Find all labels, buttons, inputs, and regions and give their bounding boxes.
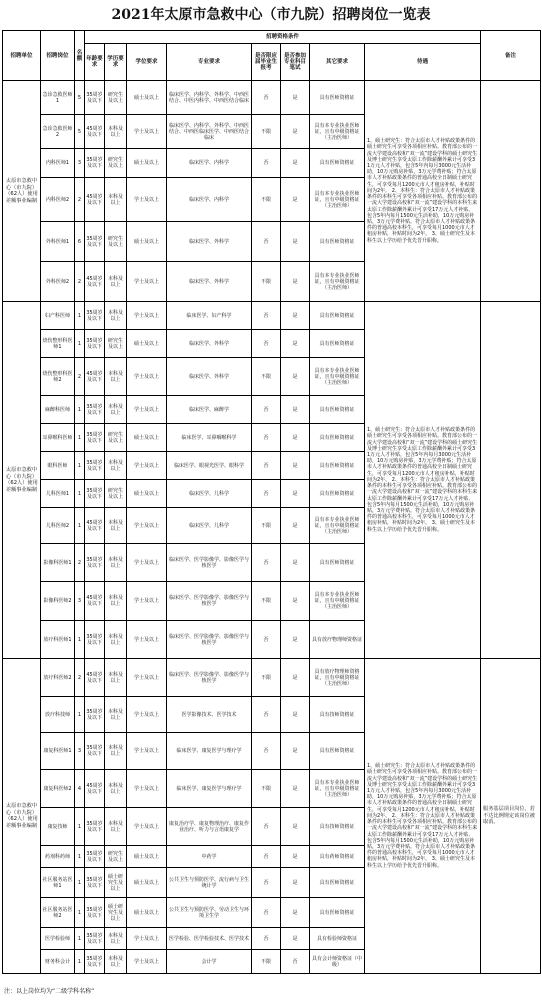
- recruitment-table: [2, 30, 541, 974]
- cell-limit-grad: 不限: [252, 178, 281, 222]
- cell-benefits: 1、硕士研究生：符合太原市人才补贴政策条件的硕士研究生可享受各项相应补贴。教育部公布的一流大学建设高校和“双一流”建设学科的硕士研究生及博士研究生享受太原工作除薪酬外累计可享受31万元人才补贴，包含5年内每月3000元生活补助，10万元购房补贴，3万元学费补贴；符合太原市人才补贴政策条件的普通高校全日制硕士研究生，可享受每月1200元市人才租房补贴，补贴时间为2年。 2、本科生：符合太原市人才补贴政策条件的本科生可享受各项相应补贴。教育部公布的一流大学建设高校和“双一流”建设学科的本科生来太原工作除薪酬外累计可享受17万元人才补贴，包含5年内每月1500元生活补助，10万元购房补贴，3万元学费补贴。符合太原市人才补贴政策条件的普通高校本科生，可享受每月1000元市人才租房补贴，补贴时间为2年。 3、硕士研究生及本科生以上学历给予优先晋升职称。: [365, 81, 481, 302]
- cell-exam: 是: [281, 115, 310, 149]
- cell-count: 1: [75, 424, 85, 452]
- cell-limit-grad: 不限: [252, 770, 281, 808]
- cell-age: 35周岁及以下: [85, 302, 105, 330]
- cell-education: 本科及以上: [105, 733, 127, 770]
- header-post: 招聘岗位: [41, 31, 75, 81]
- cell-degree: 学士及以上: [127, 928, 167, 950]
- cell-other: 具有医师资格证: [310, 396, 365, 424]
- cell-degree: 硕士及以上: [127, 81, 167, 115]
- cell-count: 1: [75, 396, 85, 424]
- cell-education: 研究生及以上: [105, 149, 127, 178]
- cell-benefits: 1、硕士研究生：符合太原市人才补贴政策条件的硕士研究生可享受各项相应补贴。教育部公布的一流大学建设高校和“双一流”建设学科的硕士研究生及博士研究生享受太原工作除薪酬外累计可享受31万元人才补贴，包含5年内每月3000元生活补助，10万元购房补贴，3万元学费补贴；符合太原市人才补贴政策条件的普通高校全日制硕士研究生，可享受每月1200元市人才租房补贴，补贴时间为2年。 2、本科生：符合太原市人才补贴政策条件的本科生可享受各项相应补贴。教育部公布的一流大学建设高校和“双一流”建设学科的本科生来太原工作除薪酬外累计可享受17万元人才补贴，包含5年内每月1500元生活补助，10万元购房补贴，3万元学费补贴。符合太原市人才补贴政策条件的普通高校本科生，可享受每月1000元市人才租房补贴，补贴时间为2年。 3、硕士研究生及本科生以上学历给予优先晋升职称。: [365, 659, 481, 974]
- cell-limit-grad: 不限: [252, 950, 281, 974]
- cell-post: 外科医师1: [41, 222, 75, 262]
- cell-degree: 学士及以上: [127, 621, 167, 659]
- cell-other: 具有医师资格证: [310, 452, 365, 480]
- cell-post: 耳鼻喉科医师: [41, 424, 75, 452]
- cell-education: 本科及以上: [105, 770, 127, 808]
- cell-limit-grad: 否: [252, 808, 281, 846]
- cell-exam: 是: [281, 808, 310, 846]
- cell-exam: 是: [281, 81, 310, 115]
- cell-age: 45周岁及以下: [85, 659, 105, 697]
- cell-other: 具有检验师资格证: [310, 928, 365, 950]
- header-unit: 招聘单位: [3, 31, 41, 81]
- cell-exam: 是: [281, 358, 310, 396]
- cell-exam: 是: [281, 396, 310, 424]
- cell-post: 康复科医师2: [41, 770, 75, 808]
- cell-age: 45周岁及以下: [85, 770, 105, 808]
- cell-count: 1: [75, 697, 85, 733]
- cell-post: 社区服务站医师2: [41, 898, 75, 928]
- cell-exam: 是: [281, 582, 310, 621]
- cell-age: 45周岁及以下: [85, 178, 105, 222]
- cell-education: 硕士研究生及以上: [105, 898, 127, 928]
- cell-age: 35周岁及以下: [85, 424, 105, 452]
- cell-limit-grad: 否: [252, 480, 281, 508]
- cell-degree: 学士及以上: [127, 115, 167, 149]
- cell-exam: 是: [281, 868, 310, 898]
- cell-major: 中药学: [167, 846, 252, 868]
- cell-major: 康复治疗学、康复物理治疗、康复作业治疗、听力与言语康复学: [167, 808, 252, 846]
- table-row: [3, 659, 541, 697]
- cell-limit-grad: 否: [252, 396, 281, 424]
- cell-degree: 硕士及以上: [127, 480, 167, 508]
- cell-limit-grad: 否: [252, 222, 281, 262]
- cell-limit-grad: 否: [252, 733, 281, 770]
- cell-major: 临床医学、外科学: [167, 358, 252, 396]
- cell-exam: 是: [281, 621, 310, 659]
- cell-degree: 硕士及以上: [127, 846, 167, 868]
- cell-benefits: 1、硕士研究生：符合太原市人才补贴政策条件的硕士研究生可享受各项相应补贴。教育部公布的一流大学建设高校和“双一流”建设学科的硕士研究生及博士研究生享受太原工作除薪酬外累计可享受31万元人才补贴，包含5年内每月3000元生活补助，10万元购房补贴，3万元学费补贴；符合太原市人才补贴政策条件的普通高校全日制硕士研究生，可享受每月1200元市人才租房补贴，补贴时间为2年。 2、本科生：符合太原市人才补贴政策条件的本科生可享受各项相应补贴。教育部公布的一流大学建设高校和“双一流”建设学科的本科生来太原工作除薪酬外累计可享受17万元人才补贴，包含5年内每月1500元生活补助，10万元购房补贴，3万元学费补贴。符合太原市人才补贴政策条件的普通高校本科生，可享受每月1000元市人才租房补贴，补贴时间为2年。 3、硕士研究生及本科生以上学历给予优先晋升职称。: [365, 302, 481, 659]
- cell-exam: 是: [281, 928, 310, 950]
- cell-remark: [481, 81, 541, 302]
- cell-degree: 学士及以上: [127, 950, 167, 974]
- footnote: 注：以上岗位均为“二级学科名称”: [4, 988, 95, 995]
- cell-remark: [481, 302, 541, 659]
- cell-limit-grad: 否: [252, 424, 281, 452]
- cell-education: 本科及以上: [105, 582, 127, 621]
- header-benefits: 待遇: [365, 44, 481, 81]
- cell-major: 临床医学、康复医学与理疗学: [167, 770, 252, 808]
- cell-age: 35周岁及以下: [85, 950, 105, 974]
- cell-major: 临床医学、外科学: [167, 222, 252, 262]
- cell-education: 本科及以上: [105, 302, 127, 330]
- cell-education: 本科及以上: [105, 358, 127, 396]
- cell-major: 公共卫生与预防医学、劳动卫生与环境卫生学: [167, 898, 252, 928]
- cell-major: 临床医学、外科学: [167, 330, 252, 358]
- cell-post: 麻醉科医师: [41, 396, 75, 424]
- cell-post: 儿科医师2: [41, 508, 75, 544]
- cell-age: 35周岁及以下: [85, 898, 105, 928]
- header-education: 学历要求: [105, 44, 127, 81]
- cell-degree: 硕士及以上: [127, 424, 167, 452]
- cell-degree: 学士及以上: [127, 302, 167, 330]
- cell-major: 临床医学、医学影像学、影像医学与核医学: [167, 659, 252, 697]
- cell-post: 眼科医师: [41, 452, 75, 480]
- cell-count: 2: [75, 659, 85, 697]
- cell-unit: 太原市急救中心（市九院）（62人）使用差额事业编制: [3, 81, 41, 302]
- cell-other: 具有医师资格证: [310, 868, 365, 898]
- cell-other: 具有医师资格证: [310, 81, 365, 115]
- cell-age: 35周岁及以下: [85, 81, 105, 115]
- cell-education: 研究生及以上: [105, 222, 127, 262]
- cell-other: 具有本专业执业医师证，且有中级资格证（主治医师）: [310, 358, 365, 396]
- table-body: [3, 81, 541, 974]
- table-row: [3, 81, 541, 115]
- cell-other: 具有技师资格证: [310, 697, 365, 733]
- cell-education: 本科及以上: [105, 115, 127, 149]
- table-row: [3, 302, 541, 330]
- cell-limit-grad: 否: [252, 846, 281, 868]
- cell-post: 放疗科医师1: [41, 621, 75, 659]
- cell-exam: 是: [281, 262, 310, 302]
- cell-age: 35周岁及以下: [85, 928, 105, 950]
- header-major: 专业要求: [167, 44, 252, 81]
- cell-exam: 是: [281, 222, 310, 262]
- cell-count: 1: [75, 330, 85, 358]
- cell-major: 医学影像技术、医学技术: [167, 697, 252, 733]
- header-count: 名额: [75, 31, 85, 81]
- cell-degree: 学士及以上: [127, 452, 167, 480]
- cell-other: 具有本专业执业医师证，且有中级资格证（主治医师）: [310, 178, 365, 222]
- cell-count: 1: [75, 950, 85, 974]
- cell-limit-grad: 不限: [252, 115, 281, 149]
- cell-age: 35周岁及以下: [85, 396, 105, 424]
- cell-other: 具有医师资格证: [310, 302, 365, 330]
- cell-major: 临床医学、外科学: [167, 262, 252, 302]
- cell-major: 临床医学、内科学: [167, 178, 252, 222]
- cell-exam: 是: [281, 330, 310, 358]
- cell-other: 具有会计师资格证（中级）: [310, 950, 365, 974]
- cell-age: 35周岁及以下: [85, 808, 105, 846]
- cell-major: 公共卫生与预防医学、流行病与卫生统计学: [167, 868, 252, 898]
- cell-degree: 硕士及以上: [127, 898, 167, 928]
- cell-post: 内科医师2: [41, 178, 75, 222]
- cell-other: 具有医师资格证: [310, 330, 365, 358]
- cell-major: 临床医学、内科学: [167, 149, 252, 178]
- cell-degree: 硕士及以上: [127, 222, 167, 262]
- cell-exam: 是: [281, 452, 310, 480]
- cell-limit-grad: 否: [252, 898, 281, 928]
- cell-other: 具有放疗物理师资格证，且有中级资格证（主治医师）: [310, 659, 365, 697]
- cell-limit-grad: 否: [252, 149, 281, 178]
- cell-other: 具有医师资格证: [310, 480, 365, 508]
- cell-limit-grad: 不限: [252, 582, 281, 621]
- cell-limit-grad: 不限: [252, 659, 281, 697]
- cell-other: 具有本专业执业医师证，且有中级资格证（主治医师）: [310, 582, 365, 621]
- header-qualifications: 招聘资格条件: [85, 31, 481, 44]
- cell-limit-grad: 否: [252, 452, 281, 480]
- cell-limit-grad: 否: [252, 81, 281, 115]
- cell-limit-grad: 否: [252, 868, 281, 898]
- cell-post: 康复技师: [41, 808, 75, 846]
- cell-count: 5: [75, 115, 85, 149]
- cell-other: 具有技师资格证: [310, 808, 365, 846]
- cell-exam: 是: [281, 302, 310, 330]
- cell-degree: 学士及以上: [127, 262, 167, 302]
- cell-major: 临床医学、妇产科学: [167, 302, 252, 330]
- cell-age: 35周岁及以下: [85, 846, 105, 868]
- cell-education: 本科及以上: [105, 178, 127, 222]
- cell-limit-grad: 否: [252, 697, 281, 733]
- cell-post: 财务科会计: [41, 950, 75, 974]
- cell-other: 具有药师资格证: [310, 846, 365, 868]
- cell-age: 35周岁及以下: [85, 452, 105, 480]
- cell-major: 临床医学、儿科学: [167, 480, 252, 508]
- cell-post: 急诊急救医师2: [41, 115, 75, 149]
- cell-education: 本科及以上: [105, 396, 127, 424]
- cell-post: 药剂科药师: [41, 846, 75, 868]
- cell-age: 35周岁及以下: [85, 733, 105, 770]
- cell-education: 硕士研究生及以上: [105, 868, 127, 898]
- cell-age: 35周岁及以下: [85, 697, 105, 733]
- cell-count: 1: [75, 868, 85, 898]
- cell-limit-grad: 否: [252, 544, 281, 582]
- cell-other: 具有医师资格证: [310, 544, 365, 582]
- cell-post: 医学检验师: [41, 928, 75, 950]
- cell-unit: 太原市急救中心（市九院）（62人）使用差额事业编制: [3, 659, 41, 974]
- cell-limit-grad: 否: [252, 302, 281, 330]
- cell-education: 本科及以上: [105, 452, 127, 480]
- cell-major: 临床医学、康复医学与理疗学: [167, 733, 252, 770]
- cell-count: 2: [75, 178, 85, 222]
- cell-other: 具有本专业执业医师证，且有中级资格证（主治医师）: [310, 262, 365, 302]
- cell-degree: 学士及以上: [127, 178, 167, 222]
- cell-count: 1: [75, 621, 85, 659]
- cell-education: 研究生及以上: [105, 480, 127, 508]
- cell-degree: 学士及以上: [127, 358, 167, 396]
- cell-major: 临床医学、儿科学: [167, 508, 252, 544]
- cell-degree: 学士及以上: [127, 659, 167, 697]
- cell-post: 儿科医师1: [41, 480, 75, 508]
- cell-education: 研究生及以上: [105, 846, 127, 868]
- cell-unit: 太原市急救中心（市九院）（62人）使用差额事业编制: [3, 302, 41, 659]
- cell-education: 本科及以上: [105, 262, 127, 302]
- cell-exam: 是: [281, 898, 310, 928]
- cell-post: 影像科医师1: [41, 544, 75, 582]
- cell-limit-grad: 不限: [252, 508, 281, 544]
- cell-count: 1: [75, 898, 85, 928]
- cell-count: 1: [75, 302, 85, 330]
- cell-education: 本科及以上: [105, 808, 127, 846]
- cell-exam: 是: [281, 770, 310, 808]
- header-remark: 备注: [481, 31, 541, 81]
- cell-other: 具有医师资格证: [310, 149, 365, 178]
- header-exam: 是否参加专业科目笔试: [281, 44, 310, 81]
- cell-limit-grad: 否: [252, 330, 281, 358]
- cell-degree: 学士及以上: [127, 544, 167, 582]
- cell-degree: 硕士及以上: [127, 868, 167, 898]
- cell-degree: 学士及以上: [127, 697, 167, 733]
- document-title: 2021年太原市急救中心（市九院）招聘岗位一览表: [111, 7, 431, 23]
- cell-age: 35周岁及以下: [85, 330, 105, 358]
- cell-count: 5: [75, 81, 85, 115]
- cell-exam: 是: [281, 424, 310, 452]
- cell-post: 康复科医师1: [41, 733, 75, 770]
- cell-exam: 是: [281, 480, 310, 508]
- cell-major: 临床医学、医学影像学、影像医学与核医学: [167, 582, 252, 621]
- cell-degree: 学士及以上: [127, 582, 167, 621]
- cell-other: 具有医师资格证: [310, 733, 365, 770]
- cell-other: 具有医师资格证: [310, 424, 365, 452]
- cell-other: 具有本专业执业医师证，且有中级资格证（主治医师）: [310, 508, 365, 544]
- cell-major: 医学检验、医学检验技术、医学技术: [167, 928, 252, 950]
- cell-count: 4: [75, 770, 85, 808]
- cell-degree: 硕士及以上: [127, 330, 167, 358]
- cell-exam: 是: [281, 733, 310, 770]
- cell-degree: 学士及以上: [127, 770, 167, 808]
- cell-other: 具有医师资格证: [310, 222, 365, 262]
- cell-age: 45周岁及以下: [85, 508, 105, 544]
- cell-exam: 是: [281, 697, 310, 733]
- cell-degree: 学士及以上: [127, 808, 167, 846]
- cell-exam: 是: [281, 846, 310, 868]
- cell-education: 研究生及以上: [105, 330, 127, 358]
- cell-education: 研究生及以上: [105, 424, 127, 452]
- cell-education: 本科及以上: [105, 697, 127, 733]
- cell-age: 45周岁及以下: [85, 582, 105, 621]
- cell-count: 3: [75, 149, 85, 178]
- cell-count: 1: [75, 508, 85, 544]
- cell-exam: 是: [281, 659, 310, 697]
- cell-major: 会计学: [167, 950, 252, 974]
- cell-major: 临床医学、内科学、外科学、中西医结合、中西医临床医学、中西医结合临床: [167, 115, 252, 149]
- cell-age: 35周岁及以下: [85, 480, 105, 508]
- cell-degree: 学士及以上: [127, 733, 167, 770]
- cell-post: 外科医师2: [41, 262, 75, 302]
- cell-education: 本科及以上: [105, 950, 127, 974]
- cell-education: 本科及以上: [105, 508, 127, 544]
- cell-age: 35周岁及以下: [85, 222, 105, 262]
- cell-count: 6: [75, 222, 85, 262]
- cell-limit-grad: 否: [252, 621, 281, 659]
- cell-other: 具有本专业执业医师证，且有中级资格证（主治医师）: [310, 115, 365, 149]
- cell-age: 35周岁及以下: [85, 868, 105, 898]
- cell-count: 1: [75, 846, 85, 868]
- cell-major: 临床医学、眼视光医学、眼科学: [167, 452, 252, 480]
- cell-major: 临床医学、麻醉学: [167, 396, 252, 424]
- cell-age: 45周岁及以下: [85, 262, 105, 302]
- cell-post: 烧伤整形科医师2: [41, 358, 75, 396]
- cell-other: 具有医师资格证: [310, 898, 365, 928]
- cell-degree: 学士及以上: [127, 508, 167, 544]
- cell-post: 急诊急救医师1: [41, 81, 75, 115]
- cell-major: 临床医学、耳鼻咽喉科学: [167, 424, 252, 452]
- cell-age: 45周岁及以下: [85, 358, 105, 396]
- cell-count: 2: [75, 544, 85, 582]
- cell-count: 1: [75, 928, 85, 950]
- cell-major: 临床医学、内科学、外科学、中西医结合、中医内科学、中西医结合临床: [167, 81, 252, 115]
- cell-exam: 否: [281, 950, 310, 974]
- cell-count: 1: [75, 808, 85, 846]
- cell-exam: 是: [281, 149, 310, 178]
- cell-count: 3: [75, 733, 85, 770]
- cell-education: 本科及以上: [105, 544, 127, 582]
- cell-degree: 学士及以上: [127, 396, 167, 424]
- cell-other: 具有本专业执业医师证，且有中级资格证（主治医师）: [310, 770, 365, 808]
- cell-post: 放疗科技师: [41, 697, 75, 733]
- cell-other: 具有放疗物理师资格证: [310, 621, 365, 659]
- cell-count: 1: [75, 452, 85, 480]
- cell-remark: 服务基层项目岗位，若不达比例规定该岗位被取消。: [481, 659, 541, 974]
- cell-major: 临床医学、医学影像学、影像医学与核医学: [167, 544, 252, 582]
- cell-exam: 是: [281, 178, 310, 222]
- cell-age: 35周岁及以下: [85, 544, 105, 582]
- cell-post: 妇产科医师: [41, 302, 75, 330]
- cell-post: 内科医师1: [41, 149, 75, 178]
- header-age: 年龄要求: [85, 44, 105, 81]
- cell-count: 1: [75, 480, 85, 508]
- cell-age: 45周岁及以下: [85, 115, 105, 149]
- cell-exam: 是: [281, 508, 310, 544]
- cell-education: 本科及以上: [105, 621, 127, 659]
- cell-post: 烧伤整形科医师1: [41, 330, 75, 358]
- cell-education: 本科及以上: [105, 659, 127, 697]
- header-degree: 学位要求: [127, 44, 167, 81]
- cell-post: 影像科医师2: [41, 582, 75, 621]
- cell-major: 临床医学、医学影像学、影像医学与核医学: [167, 621, 252, 659]
- cell-education: 研究生及以上: [105, 81, 127, 115]
- cell-exam: 是: [281, 544, 310, 582]
- header-limit-grad: 是否限应届毕业生报考: [252, 44, 281, 81]
- cell-count: 2: [75, 262, 85, 302]
- cell-count: 3: [75, 582, 85, 621]
- cell-count: 2: [75, 358, 85, 396]
- cell-degree: 硕士及以上: [127, 149, 167, 178]
- cell-education: 本科及以上: [105, 928, 127, 950]
- cell-post: 社区服务站医师1: [41, 868, 75, 898]
- cell-age: 35周岁及以下: [85, 149, 105, 178]
- cell-age: 35周岁及以下: [85, 621, 105, 659]
- cell-post: 放疗科医师2: [41, 659, 75, 697]
- cell-limit-grad: 否: [252, 928, 281, 950]
- header-other: 其它要求: [310, 44, 365, 81]
- cell-limit-grad: 不限: [252, 358, 281, 396]
- cell-limit-grad: 不限: [252, 262, 281, 302]
